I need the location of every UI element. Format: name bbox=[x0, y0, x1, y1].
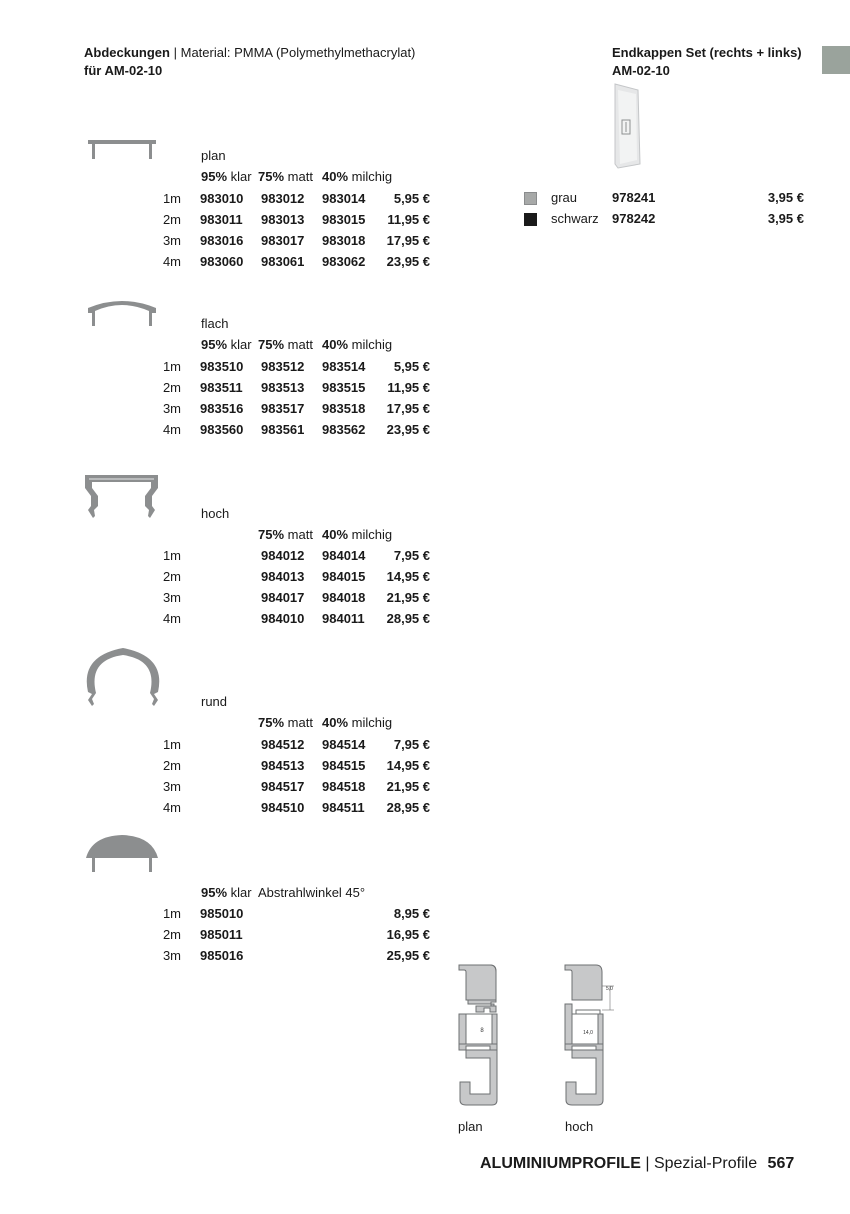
article-code: 984511 bbox=[322, 800, 365, 815]
length-label: 4m bbox=[162, 254, 181, 269]
article-code: 984012 bbox=[261, 548, 305, 563]
price: 17,95 € bbox=[386, 233, 430, 248]
article-code: 983061 bbox=[261, 254, 305, 269]
swatch-schwarz bbox=[524, 213, 537, 226]
article-code: 983560 bbox=[200, 422, 244, 437]
footer-category: ALUMINIUMPROFILE bbox=[480, 1155, 641, 1172]
price: 8,95 € bbox=[393, 906, 430, 921]
endcap-code: 978242 bbox=[612, 211, 656, 226]
article-code: 984512 bbox=[261, 737, 305, 752]
article-code: 983060 bbox=[200, 254, 244, 269]
article-code: 983014 bbox=[322, 191, 366, 206]
article-code: 984515 bbox=[322, 758, 366, 773]
page-number: 567 bbox=[767, 1155, 795, 1172]
article-code: 984013 bbox=[261, 569, 305, 584]
article-code: 984015 bbox=[322, 569, 366, 584]
drawing-plan bbox=[456, 962, 500, 1108]
price: 23,95 € bbox=[386, 254, 430, 269]
section-name: plan bbox=[201, 148, 226, 163]
article-code: 984518 bbox=[322, 779, 366, 794]
article-code: 983514 bbox=[322, 359, 366, 374]
column-header: 40% milchig bbox=[322, 169, 393, 184]
article-code: 983513 bbox=[261, 380, 305, 395]
section-name: rund bbox=[201, 694, 228, 709]
section-subtitle: für AM-02-10 bbox=[84, 63, 163, 78]
column-header: 40% milchig bbox=[322, 715, 393, 730]
title-separator: | bbox=[173, 45, 177, 60]
footer-subcategory: Spezial-Profile bbox=[653, 1155, 758, 1172]
length-label: 2m bbox=[162, 380, 181, 395]
article-code: 984011 bbox=[322, 611, 365, 626]
length-label: 2m bbox=[162, 569, 181, 584]
endcaps-subtitle: AM-02-10 bbox=[612, 63, 670, 78]
article-code: 983018 bbox=[322, 233, 366, 248]
article-code: 983017 bbox=[261, 233, 305, 248]
price: 21,95 € bbox=[386, 779, 430, 794]
article-code: 983515 bbox=[322, 380, 366, 395]
length-label: 2m bbox=[162, 758, 181, 773]
column-header: 75% matt bbox=[258, 169, 313, 184]
profile-flach-icon bbox=[86, 296, 158, 328]
endcap-code: 978241 bbox=[612, 190, 656, 205]
section-name: flach bbox=[201, 316, 229, 331]
price: 14,95 € bbox=[386, 758, 430, 773]
endcaps-title: Endkappen Set (rechts + links) bbox=[612, 45, 802, 60]
price: 17,95 € bbox=[386, 401, 430, 416]
price: 28,95 € bbox=[386, 800, 430, 815]
article-code: 983512 bbox=[261, 359, 305, 374]
page-footer bbox=[480, 1154, 794, 1174]
article-code: 984010 bbox=[261, 611, 305, 626]
price: 5,95 € bbox=[393, 191, 430, 206]
column-header: 75% matt bbox=[258, 715, 313, 730]
article-code: 984017 bbox=[261, 590, 305, 605]
length-label: 4m bbox=[162, 422, 181, 437]
article-code: 984514 bbox=[322, 737, 366, 752]
footer-separator: | bbox=[645, 1155, 650, 1172]
article-code: 983062 bbox=[322, 254, 366, 269]
price: 25,95 € bbox=[386, 948, 430, 963]
article-code: 984510 bbox=[261, 800, 305, 815]
column-header: 40% milchig bbox=[322, 337, 393, 352]
article-code: 984014 bbox=[322, 548, 366, 563]
column-header: 75% matt bbox=[258, 527, 313, 542]
length-label: 3m bbox=[162, 948, 181, 963]
column-header: 95% klar bbox=[201, 337, 252, 352]
length-label: 3m bbox=[162, 233, 181, 248]
drawing-hoch bbox=[562, 962, 618, 1108]
article-code: 983012 bbox=[261, 191, 305, 206]
article-code: 983510 bbox=[200, 359, 244, 374]
price: 14,95 € bbox=[386, 569, 430, 584]
article-code: 984513 bbox=[261, 758, 305, 773]
section-title: Abdeckungen bbox=[84, 45, 170, 60]
length-label: 3m bbox=[162, 401, 181, 416]
article-code: 983015 bbox=[322, 212, 366, 227]
profile-rund-icon bbox=[82, 646, 164, 708]
length-label: 1m bbox=[162, 548, 181, 563]
length-label: 1m bbox=[162, 359, 181, 374]
price: 23,95 € bbox=[386, 422, 430, 437]
length-label: 1m bbox=[162, 906, 181, 921]
price: 7,95 € bbox=[393, 737, 430, 752]
profile-plan-icon bbox=[86, 138, 158, 162]
price: 11,95 € bbox=[387, 212, 430, 227]
article-code: 983013 bbox=[261, 212, 305, 227]
article-code: 983016 bbox=[200, 233, 244, 248]
endcap-color: grau bbox=[551, 190, 578, 205]
length-label: 2m bbox=[162, 927, 181, 942]
article-code: 984517 bbox=[261, 779, 305, 794]
profile-hoch-icon bbox=[84, 474, 160, 520]
drawing-label-hoch: hoch bbox=[565, 1119, 594, 1134]
dim-plan: 8 bbox=[480, 1028, 484, 1034]
article-code: 983518 bbox=[322, 401, 366, 416]
column-header-note: Abstrahlwinkel 45° bbox=[258, 885, 366, 900]
article-code: 983011 bbox=[200, 212, 243, 227]
endcap-price: 3,95 € bbox=[767, 190, 804, 205]
section-name: hoch bbox=[201, 506, 230, 521]
dim-hoch-top: 5,0 bbox=[606, 986, 613, 992]
endcap-image bbox=[612, 80, 642, 170]
drawing-label-plan: plan bbox=[458, 1119, 483, 1134]
profile-dome-icon bbox=[84, 834, 160, 878]
article-code: 985016 bbox=[200, 948, 244, 963]
dim-hoch-mid: 14,0 bbox=[583, 1030, 593, 1036]
column-header: 40% milchig bbox=[322, 527, 393, 542]
length-label: 2m bbox=[162, 212, 181, 227]
article-code: 985010 bbox=[200, 906, 244, 921]
article-code: 985011 bbox=[200, 927, 243, 942]
material-text: Material: PMMA (Polymethylmethacrylat) bbox=[180, 45, 416, 60]
length-label: 1m bbox=[162, 191, 181, 206]
endcap-color: schwarz bbox=[551, 211, 599, 226]
article-code: 983561 bbox=[261, 422, 305, 437]
price: 11,95 € bbox=[387, 380, 430, 395]
length-label: 3m bbox=[162, 590, 181, 605]
price: 28,95 € bbox=[386, 611, 430, 626]
length-label: 4m bbox=[162, 611, 181, 626]
article-code: 983516 bbox=[200, 401, 244, 416]
length-label: 3m bbox=[162, 779, 181, 794]
article-code: 983010 bbox=[200, 191, 244, 206]
header-right bbox=[612, 44, 802, 80]
endcap-price: 3,95 € bbox=[767, 211, 804, 226]
header-left bbox=[84, 44, 415, 80]
length-label: 4m bbox=[162, 800, 181, 815]
length-label: 1m bbox=[162, 737, 181, 752]
column-header: 95% klar bbox=[201, 169, 252, 184]
column-header: 75% matt bbox=[258, 337, 313, 352]
article-code: 983517 bbox=[261, 401, 305, 416]
swatch-grau bbox=[524, 192, 537, 205]
article-code: 983562 bbox=[322, 422, 366, 437]
side-tab bbox=[822, 46, 850, 74]
article-code: 984018 bbox=[322, 590, 366, 605]
price: 21,95 € bbox=[386, 590, 430, 605]
article-code: 983511 bbox=[200, 380, 243, 395]
price: 5,95 € bbox=[393, 359, 430, 374]
price: 7,95 € bbox=[393, 548, 430, 563]
price: 16,95 € bbox=[386, 927, 430, 942]
column-header: 95% klar bbox=[201, 885, 252, 900]
